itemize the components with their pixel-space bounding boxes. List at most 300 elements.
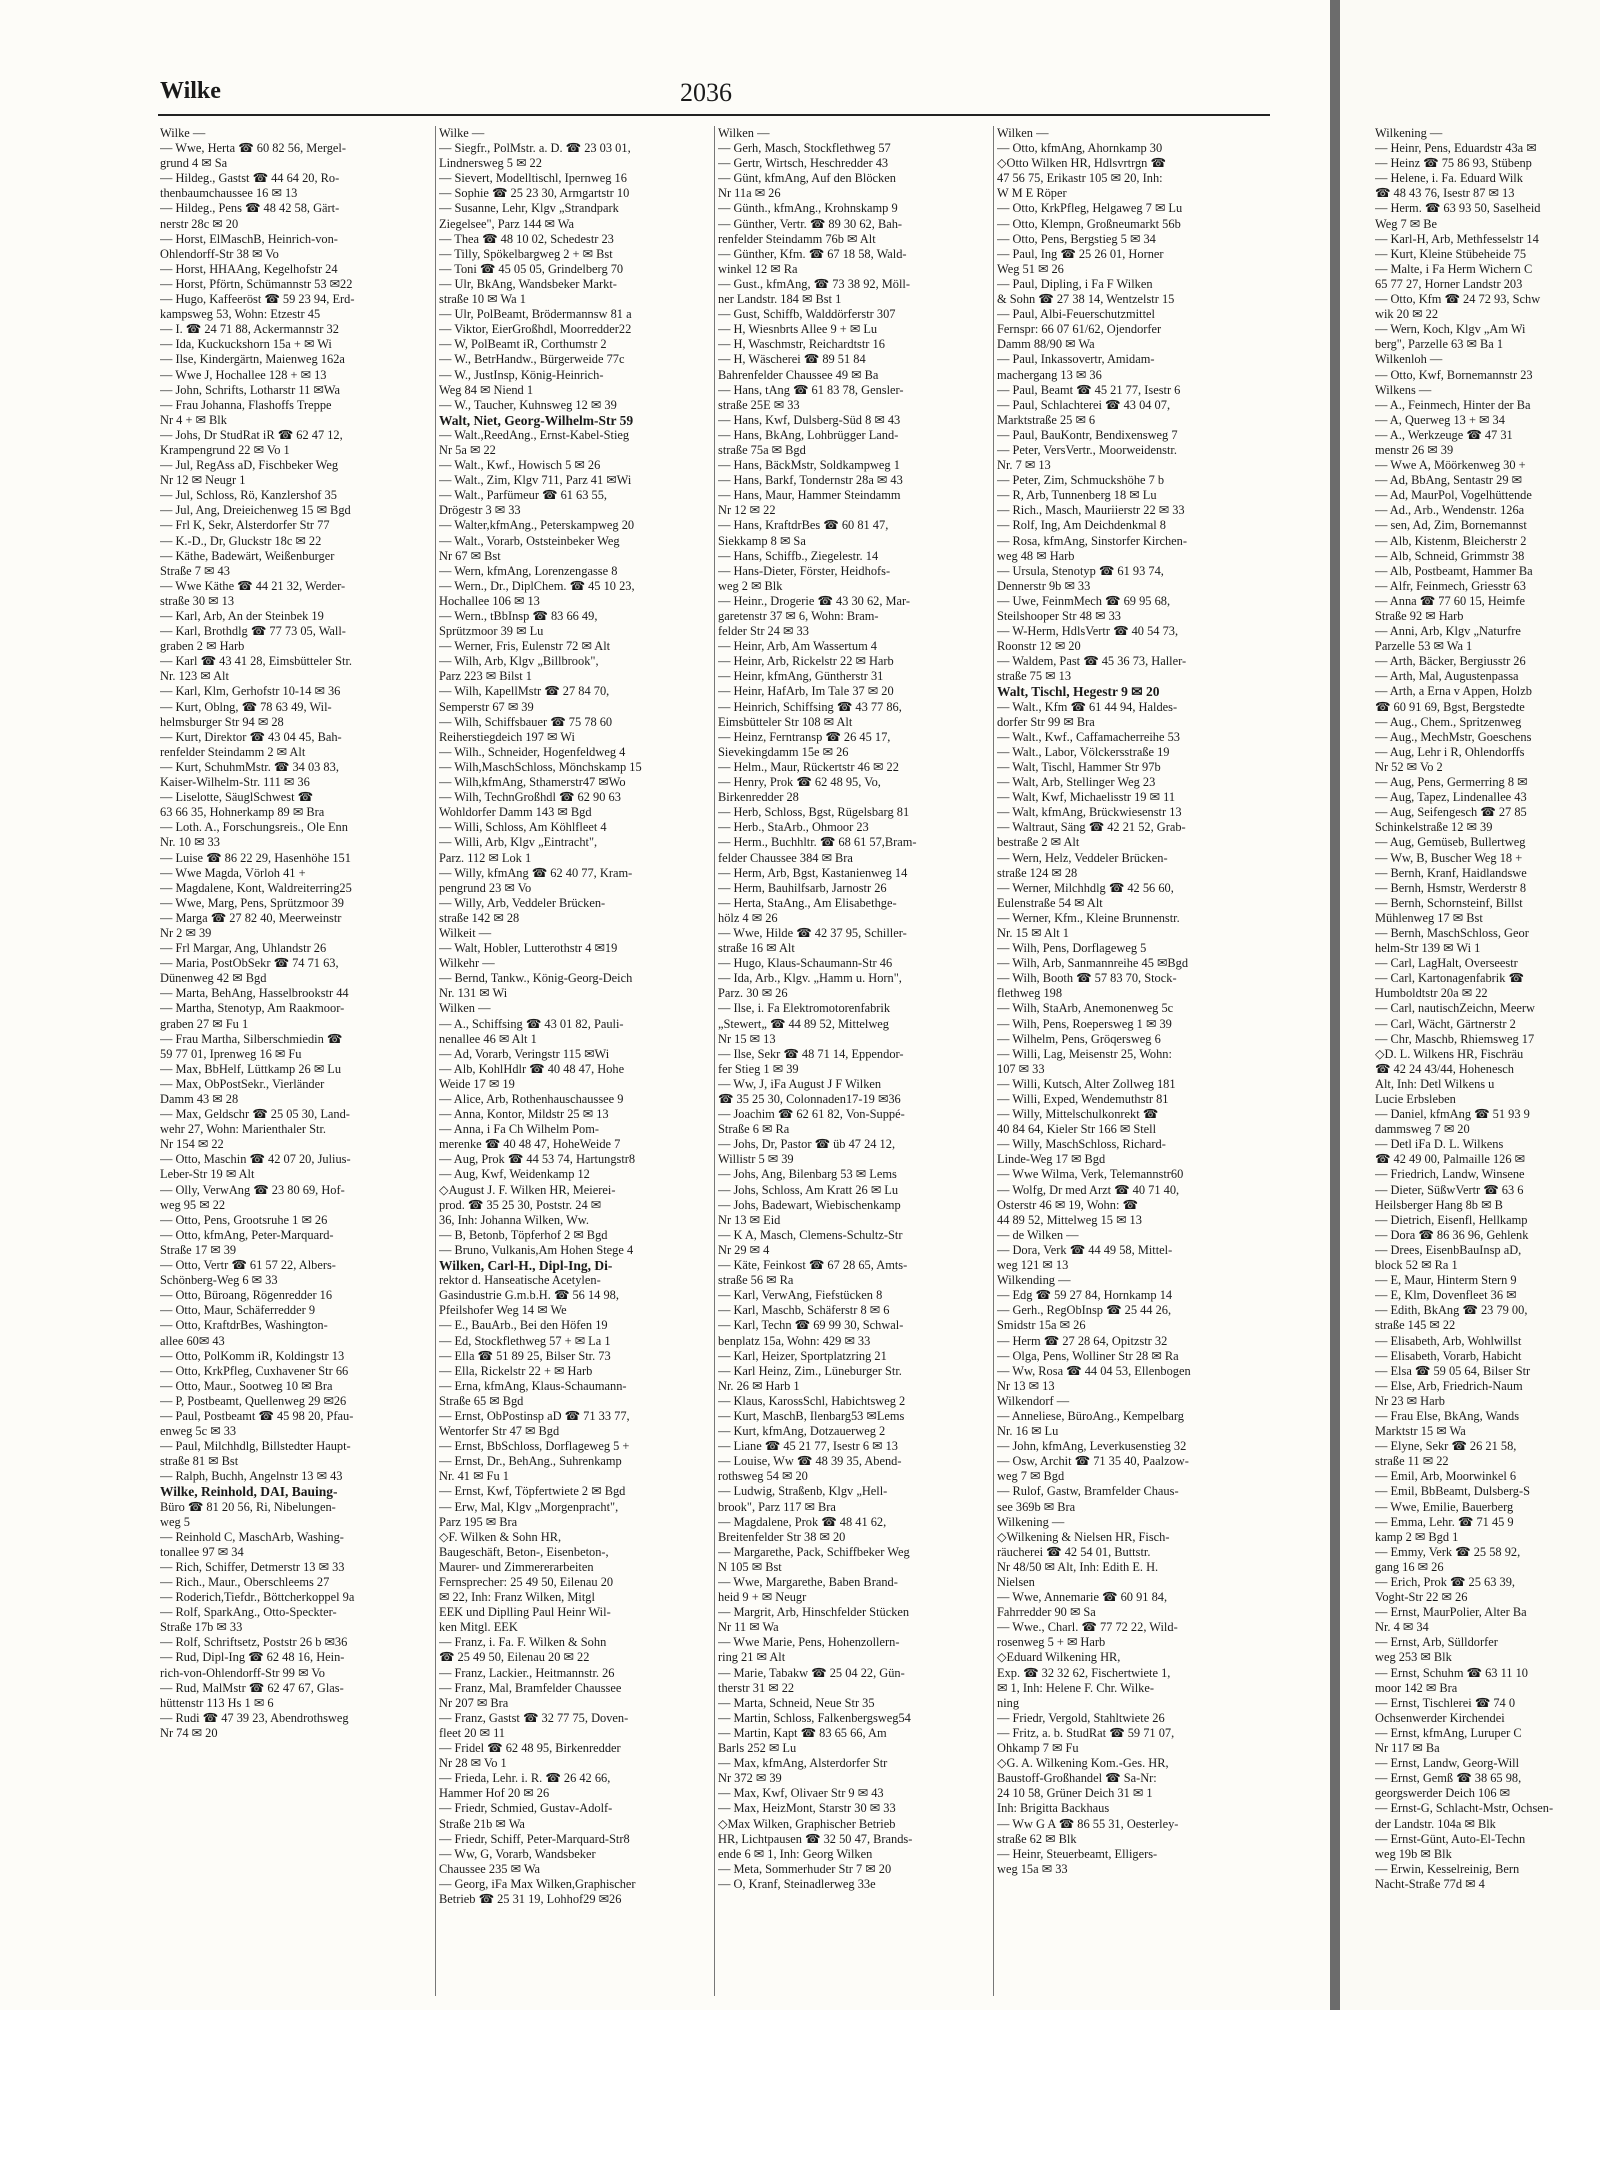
directory-entry-line: Alt, Inh: Detl Wilkens u: [1375, 1076, 1495, 1091]
header-surname: Wilke: [160, 78, 221, 104]
directory-entry-line: — Willi, Kutsch, Alter Zollweg 181: [997, 1076, 1176, 1091]
directory-entry-line: — Elisabeth, Vorarb, Habicht: [1375, 1348, 1522, 1363]
directory-entry-line: Damm 43 ✉ 28: [160, 1092, 239, 1106]
directory-entry-line: ☎ 48 43 76, Isestr 87 ✉ 13: [1375, 186, 1515, 201]
directory-entry-line: — Ernst, kfmAng, Luruper C: [1375, 1725, 1522, 1740]
directory-entry-line: — Wwe Wilma, Verk, Telemannstr60: [997, 1167, 1184, 1182]
directory-entry-line: — Willy, Mittelschulkonrekt ☎: [997, 1107, 1159, 1122]
directory-entry-line: — Anneliese, BüroAng., Kempelbarg: [997, 1408, 1184, 1423]
directory-entry-line: Straße 21b ✉ Wa: [439, 1816, 525, 1831]
directory-entry-line: — Otto, kfmAng, Peter-Marquard-: [160, 1227, 334, 1242]
header-rule: [158, 114, 1270, 116]
directory-entry-line: — Wilh, StaArb, Anemonenweg 5c: [997, 1001, 1174, 1016]
directory-entry-line: — Karl, Heizer, Sportplatzring 21: [718, 1348, 887, 1363]
directory-entry-line: Büro ☎ 81 20 56, Ri, Nibelungen-: [160, 1499, 336, 1514]
directory-entry-line: — Ernst, BbSchloss, Dorflageweg 5 +: [439, 1439, 630, 1454]
directory-entry-line: straße 30 ✉ 13: [160, 593, 235, 608]
directory-entry-line: — H, Waschmstr, Reichardtstr 16: [718, 337, 885, 352]
directory-entry-line: 24 10 58, Grüner Deich 31 ✉ 1: [997, 1786, 1153, 1801]
directory-entry-line: — Johs, Dr StudRat iR ☎ 62 47 12,: [160, 427, 343, 442]
directory-entry-line: — Hugo, Klaus-Schaumann-Str 46: [718, 956, 893, 971]
directory-entry-line: — Olly, VerwAng ☎ 23 80 69, Hof-: [160, 1182, 345, 1197]
directory-entry-line: Mühlenweg 17 ✉ Bst: [1375, 910, 1483, 925]
directory-entry-line: Straße 92 ✉ Harb: [1375, 609, 1464, 623]
directory-entry-line: — E, Maur, Hinterm Stern 9: [1375, 1273, 1517, 1288]
directory-entry-line: — Paul, Dipling, i Fa F Wilken: [997, 276, 1153, 291]
directory-entry-line: — Frau Else, BkAng, Wands: [1375, 1408, 1520, 1423]
directory-entry-line: — A., Feinmech, Hinter der Ba: [1375, 397, 1531, 412]
directory-entry-line: — Herm. ☎ 63 93 50, Saselheid: [1375, 201, 1541, 216]
directory-entry-line: — Dietrich, Eisenfl, Hellkamp: [1375, 1212, 1528, 1227]
directory-entry-line: Maurer- und Zimmererarbeiten: [439, 1559, 594, 1574]
directory-entry-line: felder Str 24 ✉ 33: [718, 624, 809, 639]
directory-entry-line: Gasindustrie G.m.b.H. ☎ 56 14 98,: [439, 1288, 619, 1303]
directory-entry-line: Nr 67 ✉ Bst: [439, 548, 501, 563]
directory-entry-line: Birkenredder 28: [718, 790, 799, 805]
directory-column-1: [160, 126, 428, 1996]
directory-entry-line: — Detl iFa D. L. Wilkens: [1375, 1137, 1504, 1152]
directory-entry-line: helmsburger Str 94 ✉ 28: [160, 714, 284, 729]
directory-entry-line: Ohlendorff-Str 38 ✉ Vo: [160, 246, 279, 261]
directory-entry-line: machergang 13 ✉ 36: [997, 367, 1102, 382]
directory-entry-line: — Paul, Ing ☎ 25 26 01, Horner: [997, 246, 1164, 261]
directory-entry-line: — Ella, Rickelstr 22 + ✉ Harb: [439, 1363, 593, 1378]
directory-entry-line: — H, Wäscherei ☎ 89 51 84: [718, 352, 866, 367]
directory-entry-line: Nr 5a ✉ 22: [439, 442, 496, 457]
directory-entry-line: — Erw, Mal, Klgv „Morgenpracht",: [439, 1499, 619, 1514]
directory-entry-line: — Karl, Klm, Gerhofstr 10-14 ✉ 36: [160, 684, 341, 699]
column-divider: [714, 126, 715, 1996]
directory-entry-line: Nr. 4 ✉ 34: [1375, 1620, 1429, 1635]
directory-entry-line: — Viktor, EierGroßhdl, Moorredder22: [439, 322, 632, 337]
directory-entry-line: heid 9 + ✉ Neugr: [718, 1590, 807, 1605]
directory-entry-line: — Kurt, SchuhmMstr. ☎ 34 03 83,: [160, 759, 339, 774]
directory-entry-line: — Ida, Kuckuckshorn 15a + ✉ Wi: [160, 337, 332, 352]
directory-entry-line: georgswerder Deich 106 ✉: [1375, 1786, 1511, 1801]
directory-entry-line: — Liselotte, SäuglSchwest ☎: [160, 790, 314, 805]
directory-entry-line: — Otto, Pens, Bergstieg 5 ✉ 34: [997, 231, 1156, 246]
directory-entry-line: — Edith, BkAng ☎ 23 79 00,: [1375, 1303, 1528, 1318]
directory-entry-line: — Rolf, Schriftsetz, Poststr 26 b ✉36: [160, 1635, 348, 1650]
directory-entry-line: weg 7 ✉ Bgd: [997, 1469, 1065, 1484]
directory-entry-line: — Jul, Ang, Dreieichenweg 15 ✉ Bgd: [160, 503, 351, 518]
directory-entry-line: — Margarethe, Pack, Schiffbeker Weg: [718, 1544, 910, 1559]
directory-entry-line: — Willy, kfmAng ☎ 62 40 77, Kram-: [439, 865, 633, 880]
directory-entry-line: 63 66 35, Hohnerkamp 89 ✉ Bra: [160, 805, 325, 820]
directory-entry-line: Weg 84 ✉ Niend 1: [439, 382, 534, 397]
directory-entry-line: Wilke —: [160, 126, 206, 140]
directory-entry-line: weg 121 ✉ 13: [997, 1258, 1069, 1273]
directory-entry-line: — W., Taucher, Kuhnsweg 12 ✉ 39: [439, 397, 617, 412]
directory-entry-line: — Wilh, Arb, Klgv „Billbrook",: [439, 654, 599, 669]
directory-entry-line: — Johs, Badewart, Wiebischenkamp: [718, 1197, 901, 1212]
directory-entry-line: Baustoff-Großhandel ☎ Sa-Nr:: [997, 1771, 1157, 1786]
directory-entry-line: — Käthe, Badewärt, Weißenburger: [160, 548, 335, 563]
directory-entry-line: Hammer Hof 20 ✉ 26: [439, 1786, 550, 1801]
directory-entry-line: — Meta, Sommerhuder Str 7 ✉ 20: [718, 1861, 892, 1876]
directory-entry-line: straße 10 ✉ Wa 1: [439, 292, 526, 307]
directory-entry-line: — Bernh, MaschSchloss, Geor: [1375, 925, 1529, 940]
directory-entry-line: — K A, Masch, Clemens-Schultz-Str: [718, 1227, 903, 1242]
directory-entry-line: ◇F. Wilken & Sohn HR,: [439, 1529, 562, 1544]
directory-entry-line: graben 2 ✉ Harb: [160, 639, 245, 654]
directory-entry-line: — John, Schrifts, Lotharstr 11 ✉Wa: [160, 382, 340, 397]
directory-entry-line: — Reinhold C, MaschArb, Washing-: [160, 1529, 344, 1544]
directory-entry-line: — Ww, B, Buscher Weg 18 +: [1375, 850, 1523, 865]
directory-entry-line: — Paul, Beamt ☎ 45 21 77, Isestr 6: [997, 382, 1181, 397]
directory-entry-line: — Alb, Kistenm, Bleicherstr 2: [1375, 533, 1527, 548]
directory-entry-line: — Georg, iFa Max Wilken,Graphischer: [439, 1876, 636, 1891]
directory-entry-line: — Paul, Postbeamt ☎ 45 98 20, Pfau-: [160, 1408, 354, 1423]
directory-column-2: [439, 126, 707, 1996]
directory-entry-line: weg 5: [160, 1514, 190, 1529]
directory-entry-line: — Franz, i. Fa. F. Wilken & Sohn: [439, 1635, 607, 1650]
directory-entry-line: Wilkehr —: [439, 956, 495, 971]
directory-entry-line: straße 142 ✉ 28: [439, 910, 520, 925]
directory-entry-line: Walt, Tischl, Hegestr 9 ✉ 20: [997, 684, 1160, 700]
directory-entry-line: Nr. 26 ✉ Harb 1: [718, 1378, 800, 1393]
directory-entry-line: ☎ 60 91 69, Bgst, Bergstedte: [1375, 699, 1525, 714]
directory-entry-line: — Walt., Zim, Klgv 711, Parz 41 ✉Wi: [439, 473, 632, 488]
directory-entry-line: block 52 ✉ Ra 1: [1375, 1258, 1458, 1273]
directory-entry-line: — Friedrich, Landw, Winsene: [1375, 1167, 1525, 1182]
directory-entry-line: — Marie, Tabakw ☎ 25 04 22, Gün-: [718, 1665, 905, 1680]
directory-entry-line: — Rulof, Gastw, Bramfelder Chaus-: [997, 1484, 1179, 1499]
directory-entry-line: Heilsberger Hang 8b ✉ B: [1375, 1197, 1503, 1212]
directory-entry-line: Ziegelsee", Parz 144 ✉ Wa: [439, 216, 574, 231]
directory-entry-line: räucherei ☎ 42 54 01, Buttstr.: [997, 1544, 1151, 1559]
directory-entry-line: Sprützmoor 39 ✉ Lu: [439, 624, 544, 639]
directory-entry-line: — Ad, MaurPol, Vogelhüttende: [1375, 488, 1532, 503]
directory-entry-line: 47 56 75, Erikastr 105 ✉ 20, Inh:: [997, 171, 1163, 186]
directory-entry-line: — Anna, Kontor, Mildstr 25 ✉ 13: [439, 1107, 609, 1122]
directory-entry-line: Weide 17 ✉ 19: [439, 1076, 515, 1091]
directory-entry-line: dorfer Str 99 ✉ Bra: [997, 714, 1095, 729]
directory-entry-line: felder Chaussee 384 ✉ Bra: [718, 850, 853, 865]
directory-entry-line: — Gust, Schiffb, Walddörferstr 307: [718, 307, 896, 322]
directory-entry-line: — Rudi ☎ 47 39 23, Abendrothsweg: [160, 1710, 349, 1725]
directory-entry-line: EEK und Diplling Paul Heinr Wil-: [439, 1605, 611, 1620]
directory-entry-line: & Sohn ☎ 27 38 14, Wentzelstr 15: [997, 292, 1175, 307]
directory-entry-line: Fahrredder 90 ✉ Sa: [997, 1605, 1096, 1620]
directory-entry-line: Parz 195 ✉ Bra: [439, 1514, 518, 1529]
directory-entry-line: — Ernst, Arb, Sülldorfer: [1375, 1635, 1498, 1650]
directory-entry-line: ☎ 42 49 00, Palmaille 126 ✉: [1375, 1152, 1526, 1167]
directory-entry-line: rothsweg 54 ✉ 20: [718, 1469, 808, 1484]
directory-entry-line: — Aug, Gemüseb, Bullertweg: [1375, 835, 1526, 850]
directory-entry-line: — Kurt, MaschB, Ilenbarg53 ✉Lems: [718, 1408, 905, 1423]
directory-entry-line: Wentorfer Str 47 ✉ Bgd: [439, 1424, 560, 1439]
directory-entry-line: — Max, ObPostSekr., Vierländer: [160, 1076, 325, 1091]
directory-entry-line: — Walt., Kfm ☎ 61 44 94, Haldes-: [997, 699, 1178, 714]
directory-entry-line: — Horst, HHAAng, Kegelhofstr 24: [160, 261, 338, 276]
directory-entry-line: — Walt., Kwf., Caffamacherreihe 53: [997, 729, 1180, 744]
directory-entry-line: — Heinr, Steuerbeamt, Elligers-: [997, 1846, 1158, 1861]
directory-entry-line: — A., Werkzeuge ☎ 47 31: [1375, 427, 1513, 442]
directory-entry-line: — Martha, Stenotyp, Am Raakmoor-: [160, 1001, 345, 1016]
directory-entry-line: — Günt, kfmAng, Auf den Blöcken: [718, 171, 896, 186]
directory-entry-line: — Carl, Kartonagenfabrik ☎: [1375, 971, 1524, 986]
directory-entry-line: — Ad, Vorarb, Veringstr 115 ✉Wi: [439, 1046, 610, 1061]
directory-entry-line: — Hans, Kwf, Dulsberg-Süd 8 ✉ 43: [718, 412, 901, 427]
directory-entry-line: — Heinr, Arb, Am Wassertum 4: [718, 639, 877, 654]
directory-entry-line: — Wilh,kfmAng, Sthamerstr47 ✉Wo: [439, 775, 626, 790]
directory-entry-line: — Heinr, kfmAng, Güntherstr 31: [718, 669, 884, 684]
directory-entry-line: — Werner, Milchhdlg ☎ 42 56 60,: [997, 880, 1174, 895]
directory-entry-line: Smidstr 15a ✉ 26: [997, 1318, 1086, 1333]
directory-entry-line: — Walt., Parfümeur ☎ 61 63 55,: [439, 488, 608, 503]
directory-entry-line: — A., Schiffsing ☎ 43 01 82, Pauli-: [439, 1016, 624, 1031]
directory-entry-line: ☎ 42 24 43/44, Hohenesch: [1375, 1061, 1514, 1076]
directory-entry-line: Parz. 112 ✉ Lok 1: [439, 850, 532, 865]
directory-entry-line: — Max, Kwf, Olivaer Str 9 ✉ 43: [718, 1786, 884, 1801]
directory-entry-line: Lindnersweg 5 ✉ 22: [439, 156, 542, 171]
directory-entry-line: Marktstraße 25 ✉ 6: [997, 412, 1096, 427]
directory-entry-line: — Aug., MechMstr, Goeschens: [1375, 729, 1532, 744]
directory-entry-line: — Elyne, Sekr ☎ 26 21 58,: [1375, 1439, 1517, 1454]
directory-entry-line: — Frau Martha, Silberschmiedin ☎: [160, 1031, 343, 1046]
directory-entry-line: Nr. 15 ✉ Alt 1: [997, 925, 1069, 940]
directory-entry-line: — Ida, Arb., Klgv. „Hamm u. Horn",: [718, 971, 902, 986]
directory-entry-line: ning: [997, 1695, 1020, 1710]
directory-entry-line: Lucie Erbsleben: [1375, 1092, 1456, 1106]
directory-entry-line: — Hans-Dieter, Förster, Heidhofs-: [718, 563, 891, 578]
directory-entry-line: — Otto, PolKomm iR, Koldingstr 13: [160, 1348, 345, 1363]
directory-entry-line: — Otto, Pens, Grootsruhe 1 ✉ 26: [160, 1212, 328, 1227]
directory-entry-line: — Ww G A ☎ 86 55 31, Oesterley-: [997, 1816, 1179, 1831]
directory-entry-line: — Walt.,ReedAng., Ernst-Kabel-Stieg: [439, 427, 630, 442]
directory-entry-line: Wilken —: [718, 126, 770, 140]
directory-entry-line: — Ulr, BkAng, Wandsbeker Markt-: [439, 276, 617, 291]
directory-entry-line: — Ww, G, Vorarb, Wandsbeker: [439, 1846, 596, 1861]
directory-entry-line: ner Landstr. 184 ✉ Bst 1: [718, 292, 842, 307]
directory-entry-line: Chaussee 235 ✉ Wa: [439, 1861, 541, 1876]
directory-entry-line: — Wilhelm, Pens, Gröqersweg 6: [997, 1031, 1161, 1046]
directory-entry-line: — Uwe, FeinmMech ☎ 69 95 68,: [997, 593, 1171, 608]
directory-entry-line: Wilkening —: [997, 1514, 1065, 1529]
directory-entry-line: Wilkenloh —: [1375, 352, 1443, 367]
directory-entry-line: flethweg 198: [997, 986, 1063, 1001]
directory-entry-line: 107 ✉ 33: [997, 1061, 1045, 1076]
directory-entry-line: — B, Betonb, Töpferhof 2 ✉ Bgd: [439, 1227, 608, 1242]
directory-entry-line: Wilken —: [997, 126, 1049, 140]
page-header: [160, 78, 1270, 114]
directory-entry-line: — de Wilken —: [997, 1227, 1079, 1242]
directory-entry-line: — Bernh, Schornsteinf, Billst: [1375, 895, 1523, 910]
directory-entry-line: — Wilh, Booth ☎ 57 83 70, Stock-: [997, 971, 1177, 986]
directory-entry-line: merenke ☎ 40 48 47, HoheWeide 7: [439, 1137, 621, 1152]
directory-entry-line: — Aug, Pens, Germerring 8 ✉: [1375, 775, 1528, 790]
directory-entry-line: — Johs, Schloss, Am Kratt 26 ✉ Lu: [718, 1182, 899, 1197]
directory-entry-line: — Wwe, Annemarie ☎ 60 91 84,: [997, 1590, 1168, 1605]
directory-entry-line: brook", Parz 117 ✉ Bra: [718, 1499, 836, 1514]
directory-entry-line: Wilken —: [439, 1001, 491, 1016]
directory-entry-line: Dennerstr 9b ✉ 33: [997, 578, 1091, 593]
directory-entry-line: — Wwe Käthe ☎ 44 21 32, Werder-: [160, 578, 346, 593]
directory-entry-line: — Paul, Schlachterei ☎ 43 04 07,: [997, 397, 1171, 412]
directory-entry-line: Nr. 41 ✉ Fu 1: [439, 1469, 509, 1484]
directory-entry-line: benplatz 15a, Wohn: 429 ✉ 33: [718, 1333, 871, 1348]
directory-entry-line: — Sophie ☎ 25 23 30, Armgartstr 10: [439, 186, 630, 201]
directory-entry-line: Breitenfelder Str 38 ✉ 20: [718, 1529, 846, 1544]
directory-entry-line: — Emil, Arb, Moorwinkel 6: [1375, 1469, 1517, 1484]
directory-entry-line: Roonstr 12 ✉ 20: [997, 639, 1081, 654]
directory-entry-line: — Ernst, Gemß ☎ 38 65 98,: [1375, 1771, 1522, 1786]
directory-entry-line: — Thea ☎ 48 10 02, Schedestr 23: [439, 231, 614, 246]
directory-entry-line: — Roderich,Tiefdr., Böttcherkoppel 9a: [160, 1590, 355, 1605]
directory-entry-line: — Ernst, ObPostinsp aD ☎ 71 33 77,: [439, 1408, 630, 1423]
directory-entry-line: Exp. ☎ 32 32 62, Fischertwiete 1,: [997, 1665, 1171, 1680]
directory-entry-line: — Anna ☎ 77 60 15, Heimfe: [1375, 593, 1525, 608]
directory-entry-line: — Siegfr., PolMstr. a. D. ☎ 23 03 01,: [439, 141, 631, 156]
directory-entry-line: Nr 52 ✉ Vo 2: [1375, 759, 1443, 774]
directory-entry-line: prod. ☎ 35 25 30, Poststr. 24 ✉: [439, 1197, 602, 1212]
directory-entry-line: — Herb, Schloss, Bgst, Rügelsbarg 81: [718, 805, 910, 820]
directory-entry-line: — Willi, Lag, Meisenstr 25, Wohn:: [997, 1046, 1172, 1061]
directory-entry-line: — Aug., Chem., Spritzenweg: [1375, 714, 1522, 729]
directory-entry-line: — Wwe, Marg, Pens, Sprützmoor 39: [160, 895, 345, 910]
directory-entry-line: — Anna, i Fa Ch Wilhelm Pom-: [439, 1122, 600, 1137]
directory-entry-line: — Marta, Schneid, Neue Str 35: [718, 1695, 875, 1710]
directory-entry-line: rosenweg 5 + ✉ Harb: [997, 1635, 1106, 1650]
directory-entry-line: — Werner, Kfm., Kleine Brunnenstr.: [997, 910, 1180, 925]
directory-entry-line: — Ilse, Kindergärtn, Maienweg 162a: [160, 352, 345, 367]
directory-entry-line: Wohldorfer Damm 143 ✉ Bgd: [439, 805, 592, 820]
directory-entry-line: — Karl, Maschb, Schäferstr 8 ✉ 6: [718, 1303, 890, 1318]
directory-entry-line: — Emmy, Verk ☎ 25 58 92,: [1375, 1544, 1521, 1559]
directory-entry-line: — Magdalene, Prok ☎ 48 41 62,: [718, 1514, 887, 1529]
directory-entry-line: kampsweg 53, Wohn: Etzestr 45: [160, 307, 321, 322]
directory-entry-line: Osterstr 46 ✉ 19, Wohn: ☎: [997, 1197, 1138, 1212]
directory-entry-line: Baugeschäft, Beton-, Eisenbeton-,: [439, 1544, 609, 1559]
directory-entry-line: Walt, Niet, Georg-Wilhelm-Str 59: [439, 412, 634, 428]
directory-entry-line: Fernspr: 66 07 61/62, Ojendorfer: [997, 322, 1162, 337]
directory-entry-line: — Willi, Schloss, Am Köhlfleet 4: [439, 820, 607, 835]
directory-entry-line: straße 81 ✉ Bst: [160, 1454, 239, 1469]
directory-entry-line: — Erwin, Kesselreinig, Bern: [1375, 1861, 1520, 1876]
directory-entry-line: 44 89 52, Mittelweg 15 ✉ 13: [997, 1212, 1142, 1227]
directory-entry-line: — Rud, MalMstr ☎ 62 47 67, Glas-: [160, 1680, 344, 1695]
directory-entry-line: — Marga ☎ 27 82 40, Meerweinstr: [160, 910, 342, 925]
directory-entry-line: wik 20 ✉ 22: [1375, 307, 1439, 322]
directory-entry-line: — Otto, kfmAng, Ahornkamp 30: [997, 141, 1163, 156]
directory-entry-line: — Drees, EisenbBauInsp aD,: [1375, 1242, 1522, 1257]
directory-entry-line: — Fridel ☎ 62 48 95, Birkenredder: [439, 1741, 621, 1756]
directory-entry-line: Nr 207 ✉ Bra: [439, 1695, 509, 1710]
directory-entry-line: ✉ 22, Inh: Franz Wilken, Mitgl: [439, 1590, 595, 1605]
directory-entry-line: Inh: Brigitta Backhaus: [997, 1801, 1110, 1816]
column-divider: [993, 126, 994, 1996]
directory-entry-line: Steilshooper Str 48 ✉ 33: [997, 609, 1121, 623]
directory-entry-line: — Franz, Lackier., Heitmannstr. 26: [439, 1665, 615, 1680]
directory-entry-line: — Walt., Kwf., Howisch 5 ✉ 26: [439, 458, 601, 473]
directory-entry-line: — Hans, KraftdrBes ☎ 60 81 47,: [718, 518, 889, 533]
directory-entry-line: — Ernst, Landw, Georg-Will: [1375, 1756, 1520, 1771]
directory-entry-line: — Paul, BauKontr, Bendixensweg 7: [997, 427, 1178, 442]
directory-entry-line: — Peter, VersVertr., Moorweidenstr.: [997, 442, 1177, 457]
directory-entry-line: — Ad, BbAng, Sentastr 29 ✉: [1375, 473, 1523, 488]
directory-entry-line: — Dora, Verk ☎ 44 49 58, Mittel-: [997, 1242, 1173, 1257]
directory-entry-line: — Willi, Arb, Klgv „Eintracht",: [439, 835, 598, 850]
directory-entry-line: straße 56 ✉ Ra: [718, 1273, 794, 1288]
directory-entry-line: straße 145 ✉ 22: [1375, 1318, 1456, 1333]
directory-entry-line: ◇G. A. Wilkening Kom.-Ges. HR,: [997, 1756, 1169, 1771]
directory-entry-line: — Emma, Lehr. ☎ 71 45 9: [1375, 1514, 1514, 1529]
directory-entry-line: nerstr 28c ✉ 20: [160, 216, 239, 231]
directory-entry-line: hölz 4 ✉ 26: [718, 910, 778, 925]
directory-entry-line: Nr 11 ✉ Wa: [718, 1620, 779, 1635]
directory-entry-line: — Wolfg, Dr med Arzt ☎ 40 71 40,: [997, 1182, 1180, 1197]
directory-entry-line: — Horst, Pförtn, Schümannstr 53 ✉22: [160, 276, 353, 291]
directory-entry-line: helm-Str 139 ✉ Wi 1: [1375, 941, 1481, 956]
directory-entry-line: — Louise, Ww ☎ 48 39 35, Abend-: [718, 1454, 902, 1469]
directory-entry-line: Sievekingdamm 15e ✉ 26: [718, 744, 849, 759]
directory-entry-line: Wilkening —: [1375, 126, 1443, 140]
directory-entry-line: — Klaus, KarossSchl, Habichtsweg 2: [718, 1393, 906, 1408]
directory-entry-line: — Karl, Arb, An der Steinbek 19: [160, 609, 324, 623]
directory-entry-line: — Aug, Tapez, Lindenallee 43: [1375, 790, 1527, 805]
directory-entry-line: — W., BetrHandw., Bürgerweide 77c: [439, 352, 625, 367]
directory-entry-line: Wilken, Carl-H., Dipl-Ing, Di-: [439, 1258, 613, 1274]
directory-entry-line: — W., JustInsp, König-Heinrich-: [439, 367, 604, 382]
directory-entry-line: ring 21 ✉ Alt: [718, 1650, 786, 1665]
directory-entry-line: — Karl, VerwAng, Fiefstücken 8: [718, 1288, 883, 1303]
directory-entry-line: — Dora ☎ 86 36 96, Gehlenk: [1375, 1227, 1529, 1242]
directory-entry-line: winkel 12 ✉ Ra: [718, 261, 798, 276]
directory-entry-line: — Margrit, Arb, Hinschfelder Stücken: [718, 1605, 910, 1620]
directory-entry-line: renfelder Steindamm 2 ✉ Alt: [160, 744, 306, 759]
directory-entry-line: — Helm., Maur, Rückertstr 46 ✉ 22: [718, 759, 899, 774]
directory-entry-line: Nr 13 ✉ 13: [997, 1378, 1055, 1393]
directory-entry-line: — Else, Arb, Friedrich-Naum: [1375, 1378, 1523, 1393]
directory-entry-line: — Erna, kfmAng, Klaus-Schaumann-: [439, 1378, 627, 1393]
directory-entry-line: — Gerh, Masch, Stockflethweg 57: [718, 141, 891, 156]
directory-entry-line: — Elisabeth, Arb, Wohlwillst: [1375, 1333, 1522, 1348]
directory-entry-line: — Luise ☎ 86 22 29, Hasenhöhe 151: [160, 850, 351, 865]
directory-entry-line: — Max, Geldschr ☎ 25 05 30, Land-: [160, 1107, 350, 1122]
directory-entry-line: — Karl, Techn ☎ 69 99 30, Schwal-: [718, 1318, 904, 1333]
directory-entry-line: Nr. 131 ✉ Wi: [439, 986, 508, 1001]
directory-entry-line: allee 60✉ 43: [160, 1333, 225, 1348]
directory-entry-line: 36, Inh: Johanna Wilken, Ww.: [439, 1212, 589, 1227]
directory-entry-line: — Rich, Schiffer, Detmerstr 13 ✉ 33: [160, 1559, 345, 1574]
directory-entry-line: wehr 27, Wohn: Marienthaler Str.: [160, 1122, 327, 1137]
directory-entry-line: — Max, BbHelf, Lüttkamp 26 ✉ Lu: [160, 1061, 342, 1076]
directory-entry-line: — Ww, J, iFa August J F Wilken: [718, 1076, 882, 1091]
directory-entry-line: Leber-Str 19 ✉ Alt: [160, 1167, 255, 1182]
directory-entry-line: — H, Wiesnbrts Allee 9 + ✉ Lu: [718, 322, 878, 337]
directory-entry-line: — Wwe Magda, Vörloh 41 +: [160, 865, 306, 880]
directory-entry-line: — Wwe A, Möörkenweg 30 +: [1375, 458, 1526, 473]
directory-entry-line: Wilkending —: [997, 1273, 1071, 1288]
directory-entry-line: — Franz, Gastst ☎ 32 77 75, Doven-: [439, 1710, 629, 1725]
directory-entry-line: — Max, HeizMont, Starstr 30 ✉ 33: [718, 1801, 896, 1816]
directory-entry-line: — Alb, Postbeamt, Hammer Ba: [1375, 563, 1533, 578]
directory-entry-line: Nr 12 ✉ Neugr 1: [160, 473, 246, 488]
directory-entry-line: — Hugo, Kaffeeröst ☎ 59 23 94, Erd-: [160, 292, 355, 307]
directory-entry-line: — Malte, i Fa Herm Wichern C: [1375, 261, 1533, 276]
directory-entry-line: — Henry, Prok ☎ 62 48 95, Vo,: [718, 775, 881, 790]
directory-entry-line: — Arth, a Erna v Appen, Holzb: [1375, 684, 1532, 699]
directory-entry-line: — Heinz, Ferntransp ☎ 26 45 17,: [718, 729, 891, 744]
directory-entry-line: Betrieb ☎ 25 31 19, Lohhof29 ✉26: [439, 1891, 622, 1906]
directory-entry-line: Voght-Str 22 ✉ 26: [1375, 1590, 1468, 1605]
directory-entry-line: — Herta, StaAng., Am Elisabethge-: [718, 895, 897, 910]
directory-entry-line: „Stewert„ ☎ 44 89 52, Mittelweg: [718, 1016, 889, 1031]
directory-entry-line: — K.-D., Dr, Gluckstr 18c ✉ 22: [160, 533, 322, 548]
directory-entry-line: — Chr, Maschb, Rhiemsweg 17: [1375, 1031, 1535, 1046]
directory-entry-line: straße 11 ✉ 22: [1375, 1454, 1449, 1469]
